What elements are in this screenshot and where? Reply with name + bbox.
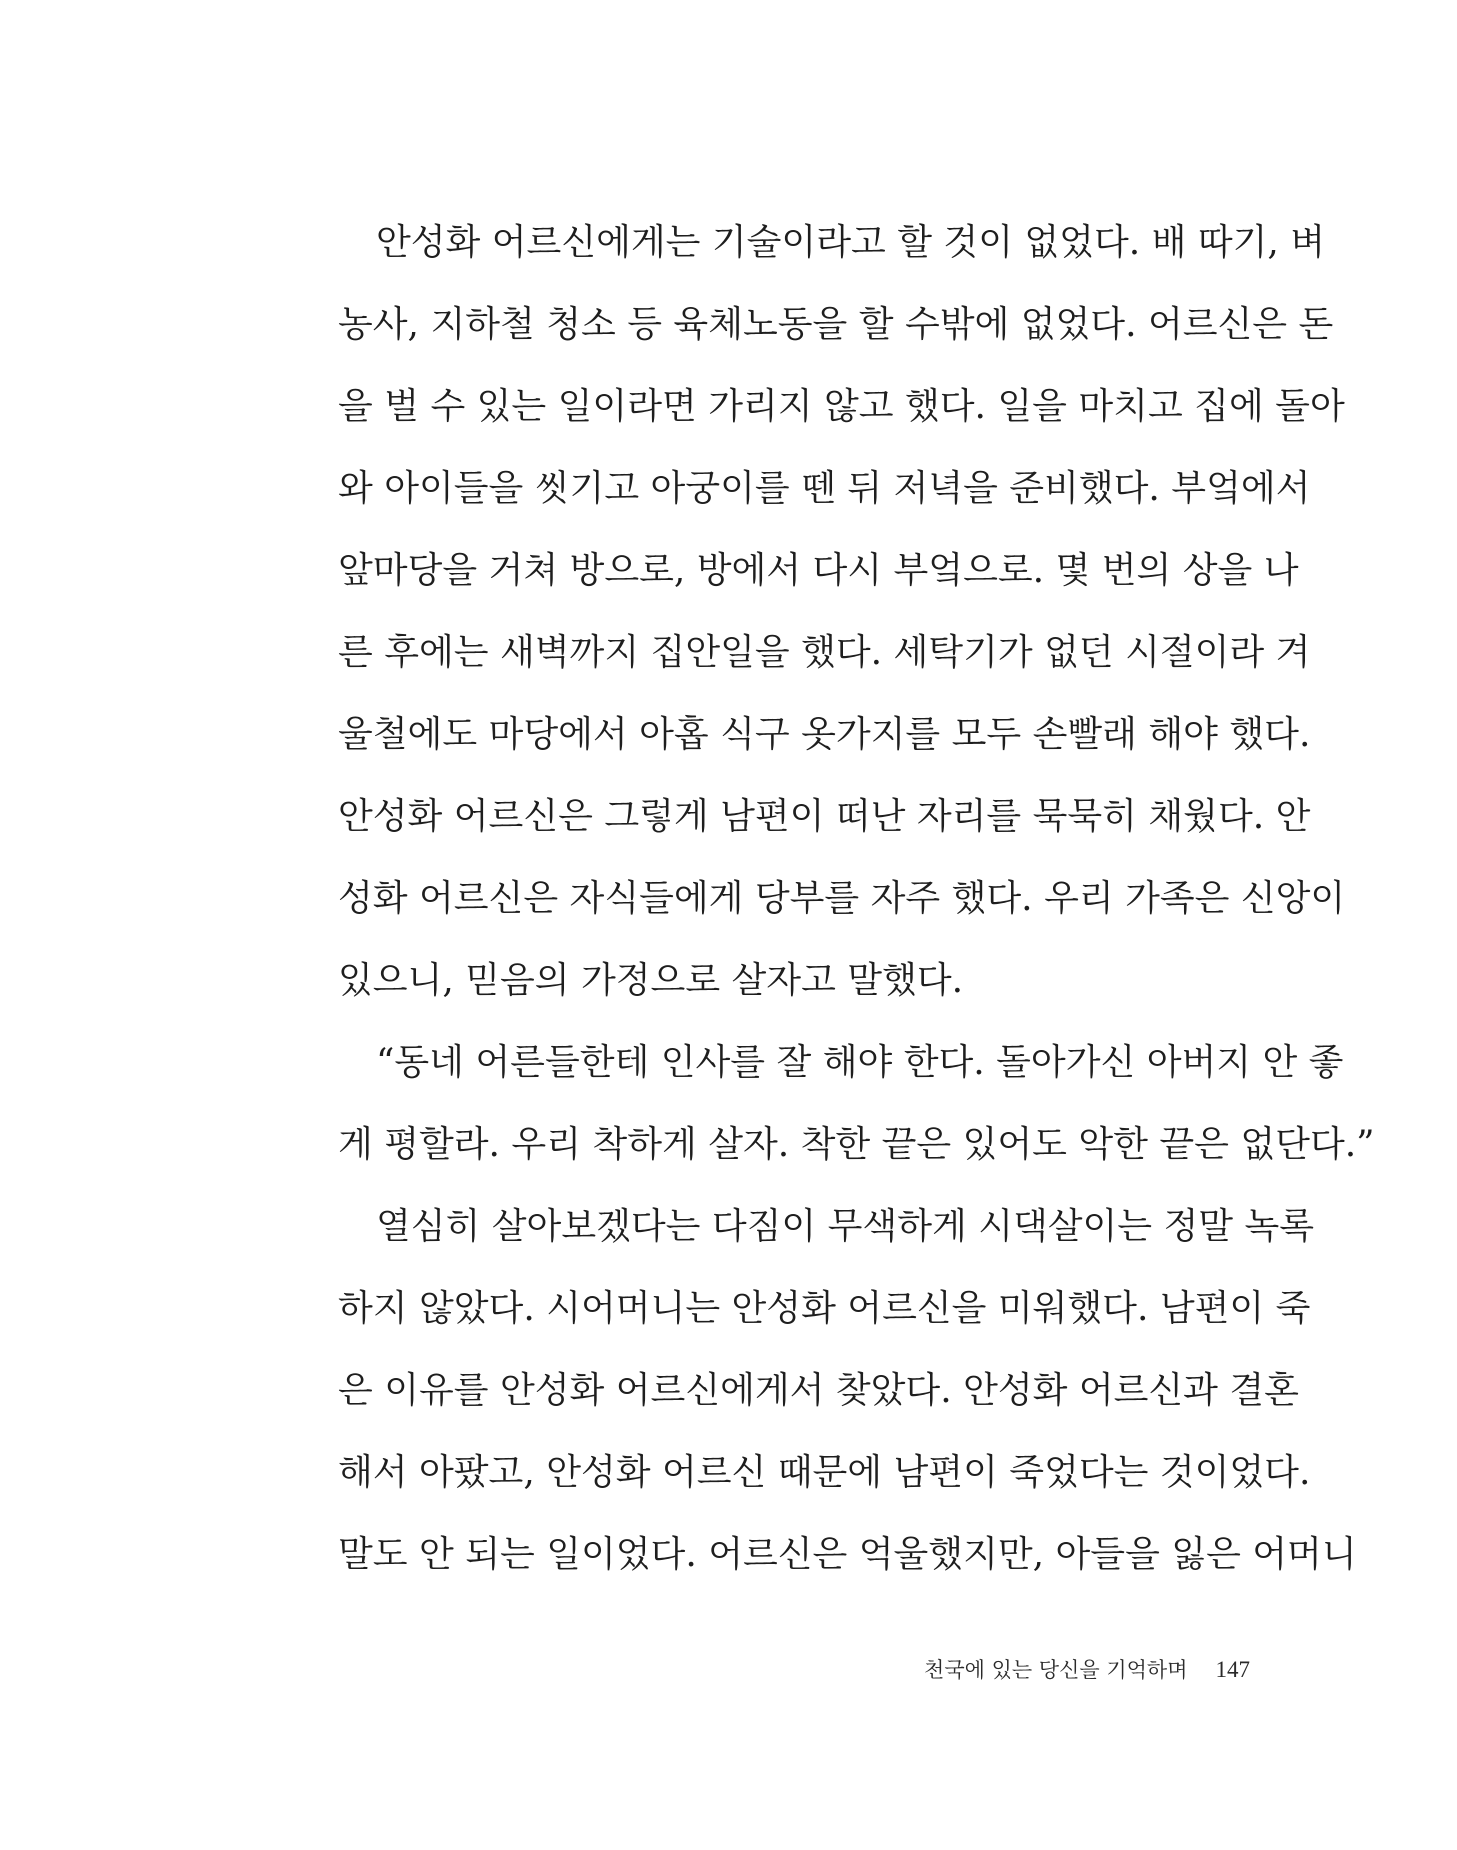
text-line: 른 후에는 새벽까지 집안일을 했다. 세탁기가 없던 시절이라 겨 <box>338 632 1311 673</box>
text-line: 울철에도 마당에서 아홉 식구 옷가지를 모두 손빨래 해야 했다. <box>338 714 1311 755</box>
text-line: 열심히 살아보겠다는 다짐이 무색하게 시댁살이는 정말 녹록 <box>376 1206 1315 1247</box>
text-line: 와 아이들을 씻기고 아궁이를 뗀 뒤 저녁을 준비했다. 부엌에서 <box>338 468 1311 509</box>
text-line: 하지 않았다. 시어머니는 안성화 어르신을 미워했다. 남편이 죽 <box>338 1288 1311 1329</box>
text-line: 안성화 어르신은 그렇게 남편이 떠난 자리를 묵묵히 채웠다. 안 <box>338 796 1311 837</box>
text-line: 은 이유를 안성화 어르신에게서 찾았다. 안성화 어르신과 결혼 <box>338 1370 1299 1411</box>
text-line: 안성화 어르신에게는 기술이라고 할 것이 없었다. 배 따기, 벼 <box>376 222 1326 263</box>
page-number: 147 <box>1215 1657 1250 1682</box>
running-title: 천국에 있는 당신을 기억하며 <box>924 1658 1188 1682</box>
text-line: 성화 어르신은 자식들에게 당부를 자주 했다. 우리 가족은 신앙이 <box>338 878 1346 919</box>
text-line: 을 벌 수 있는 일이라면 가리지 않고 했다. 일을 마치고 집에 돌아 <box>338 386 1345 427</box>
quote-line: “동네 어른들한테 인사를 잘 해야 한다. 돌아가신 아버지 안 좋 <box>376 1042 1344 1083</box>
quote-line: 게 평할라. 우리 착하게 살자. 착한 끝은 있어도 악한 끝은 없단다.” <box>338 1124 1375 1165</box>
text-line: 있으니, 믿음의 가정으로 살자고 말했다. <box>338 960 964 1001</box>
page-footer <box>924 1655 1250 1685</box>
text-line: 말도 안 되는 일이었다. 어르신은 억울했지만, 아들을 잃은 어머니 <box>338 1534 1357 1575</box>
text-line: 농사, 지하철 청소 등 육체노동을 할 수밖에 없었다. 어르신은 돈 <box>338 304 1334 345</box>
text-line: 앞마당을 거쳐 방으로, 방에서 다시 부엌으로. 몇 번의 상을 나 <box>338 550 1299 591</box>
text-line: 해서 아팠고, 안성화 어르신 때문에 남편이 죽었다는 것이었다. <box>338 1452 1311 1493</box>
